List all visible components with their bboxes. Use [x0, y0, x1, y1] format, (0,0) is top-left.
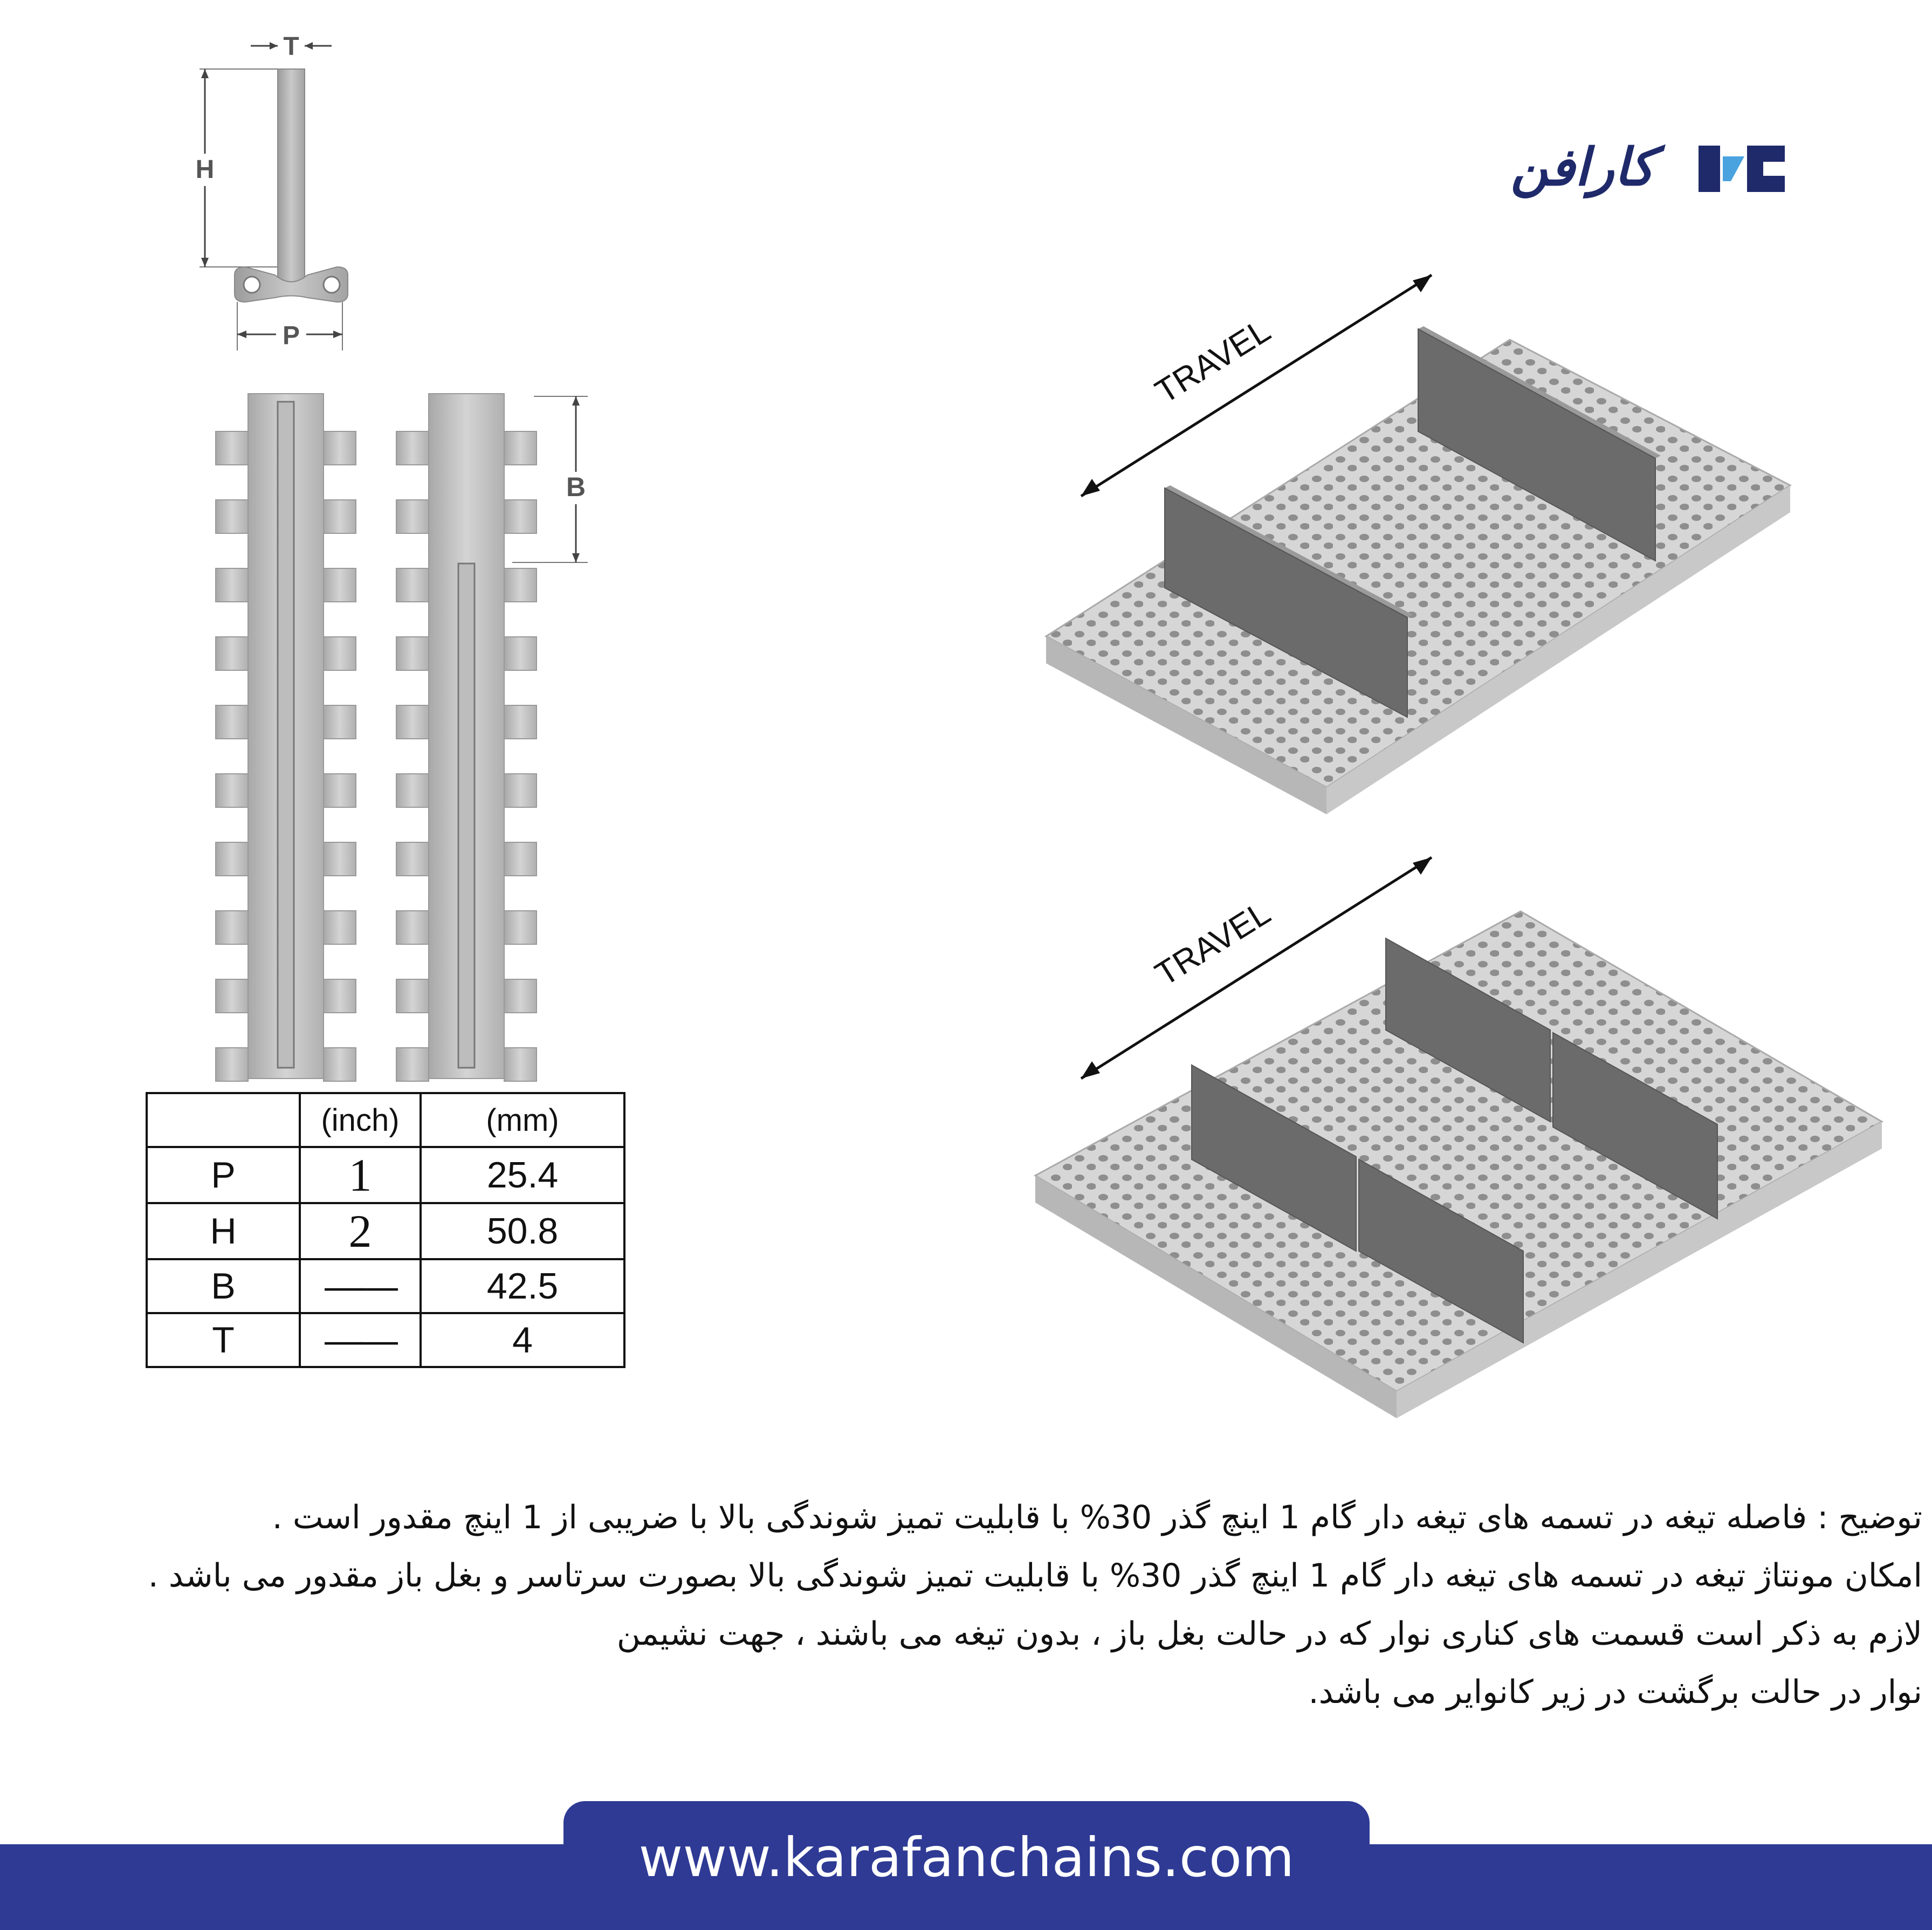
table-header-row	[147, 1093, 624, 1147]
row-param: B	[147, 1259, 300, 1313]
table-row	[147, 1203, 624, 1259]
module-top-view-drawing	[210, 388, 609, 1089]
description-line: لازم به ذکر است قسمت های کناری نوار که در حالت بغل باز ، بدون تیغه می باشند ، جهت نشیمن	[616, 1615, 1922, 1653]
flight-profile-drawing	[183, 22, 388, 356]
description-text	[3, 1488, 1922, 1721]
table-row	[147, 1313, 624, 1367]
row-inch: ——	[300, 1259, 421, 1313]
row-mm: 50.8	[421, 1203, 624, 1259]
header-mm: (mm)	[421, 1093, 624, 1147]
logo-text: کارافن	[1510, 137, 1655, 197]
dim-label-p: P	[282, 321, 300, 350]
row-inch: ——	[300, 1313, 421, 1367]
dim-label-t: T	[283, 32, 299, 61]
description-line: نوار در حالت برگشت در زیر کانوایر می باشد.	[1308, 1673, 1922, 1711]
row-param: P	[147, 1147, 300, 1203]
belt-illustration-bottom	[1025, 841, 1887, 1478]
table-row	[147, 1259, 624, 1313]
row-param: T	[147, 1313, 300, 1367]
logo-mark-icon	[1699, 146, 1785, 192]
header-inch: (inch)	[300, 1093, 421, 1147]
spec-table	[146, 1092, 625, 1368]
belt-illustration-top	[1025, 259, 1806, 847]
module-left	[216, 394, 356, 1081]
row-mm: 25.4	[421, 1147, 624, 1203]
row-inch: 1	[300, 1147, 421, 1203]
module-right	[396, 394, 537, 1081]
row-inch: 2	[300, 1203, 421, 1259]
travel-label-bottom: TRAVEL	[1149, 894, 1277, 993]
brand-logo	[1472, 137, 1785, 197]
row-mm: 4	[421, 1313, 624, 1367]
description-line: توضیح : فاصله تیغه در تسمه های تیغه دار گام 1 اینچ گذر 30% با قابلیت تمیز شوندگی بالا با ضریبی از 1 اینچ مقدور است .	[272, 1499, 1922, 1536]
table-row	[147, 1147, 624, 1203]
row-mm: 42.5	[421, 1259, 624, 1313]
description-line: امکان مونتاژ تیغه در تسمه های تیغه دار گام 1 اینچ گذر 30% با قابلیت تمیز شوندگی بالا بصورت سرتاسر و بغل باز مقدور می باشد .	[148, 1557, 1922, 1595]
dim-label-b: B	[566, 472, 586, 502]
travel-label-top: TRAVEL	[1149, 311, 1277, 411]
row-param: H	[147, 1203, 300, 1259]
dim-label-h: H	[195, 155, 215, 184]
footer-url-link[interactable]: www.karafanchains.com	[638, 1826, 1295, 1889]
header-param	[147, 1093, 300, 1147]
